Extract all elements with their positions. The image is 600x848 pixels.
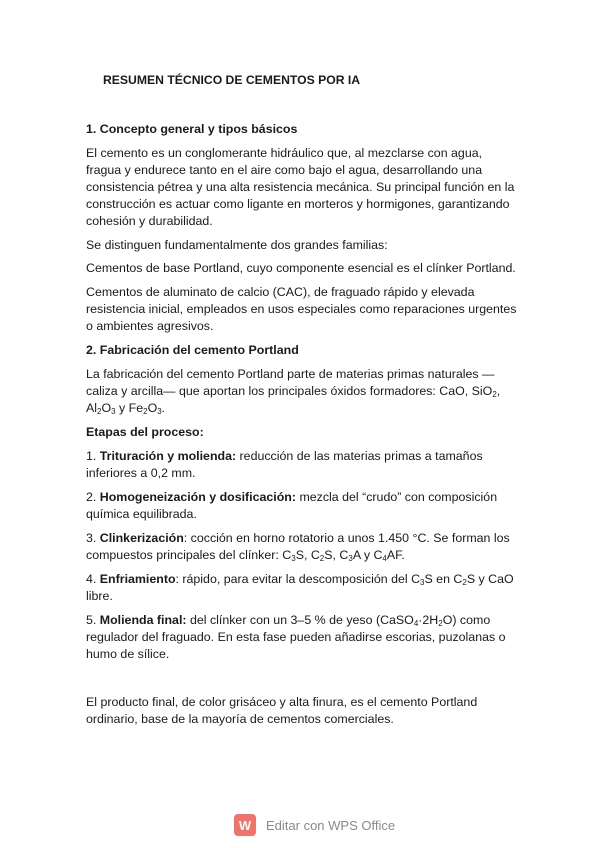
paragraph (86, 284, 518, 335)
text-run: , Al (86, 384, 501, 415)
paragraph (86, 448, 518, 482)
text-run: 3. (86, 531, 100, 545)
text-run: AF. (386, 548, 405, 562)
subscript: 2 (143, 407, 148, 416)
subscript: 3 (420, 578, 425, 587)
text-run: El cemento es un conglomerante hidráulico que, al mezclarse con agua, fragua y endurece tanto en el aire como bajo el agua, desarrollando una consistencia pétrea y una alta resistencia mecánica. Su principal función en la construcción es actuar como ligante en morteros y hormigones, garantizando cohesión y durabilidad. (86, 146, 515, 228)
subscript: 2 (319, 554, 325, 563)
text-run: y Fe (115, 401, 144, 415)
text-run: O (101, 401, 112, 415)
subscript: 4 (413, 619, 419, 628)
paragraph (86, 530, 518, 564)
text-run: 5. (86, 613, 100, 627)
document-title: RESUMEN TÉCNICO DE CEMENTOS POR IA (103, 73, 361, 87)
bold-text: Enfriamiento (99, 572, 176, 586)
text-run: : rápido, para evitar la descomposición del C (175, 572, 421, 586)
text-run: O) como regulador del fraguado. En esta fase pueden añadirse escorias, puzolanas o humo de sílice. (86, 613, 506, 661)
text-run: La fabricación del cemento Portland parte de materias primas naturales —caliza y arcilla— que aportan los principales óxidos formadores: CaO, SiO (86, 367, 495, 398)
subscript: 2 (462, 578, 467, 587)
text-run: S, C (324, 548, 349, 562)
text-run: S y CaO libre. (86, 572, 514, 603)
subscript: 3 (348, 554, 353, 563)
paragraph (86, 612, 518, 663)
subscript: 4 (382, 554, 387, 563)
text-run: reducción de las materias primas a tamaños inferiores a 0,2 mm. (86, 449, 483, 480)
paragraph (86, 571, 518, 605)
subscript: 2 (492, 390, 497, 399)
text-run: 1. (86, 449, 100, 463)
text-run: del clínker con un 3–5 % de yeso (CaSO (186, 613, 414, 627)
bold-text: Clinkerización (99, 531, 184, 545)
bold-text: 1. Concepto general y tipos básicos (86, 122, 298, 136)
paragraph (86, 237, 518, 254)
text-run: El producto final, de color grisáceo y alta finura, es el cemento Portland ordinario, base de la mayoría de cementos comerciales. (86, 695, 478, 726)
paragraph (86, 145, 518, 230)
text-run: O (147, 401, 158, 415)
bold-text: Trituración y molienda: (99, 449, 237, 463)
subscript: 3 (157, 407, 162, 416)
subscript: 3 (111, 407, 116, 416)
text-run: mezcla del “crudo” con composición química equilibrada. (86, 490, 498, 521)
subscript: 2 (438, 619, 443, 628)
section-heading (86, 121, 518, 138)
bold-text: Etapas del proceso: (86, 425, 204, 439)
subscript: 3 (291, 554, 296, 563)
text-run: A y C (352, 548, 383, 562)
edit-with-wps-label[interactable]: Editar con WPS Office (266, 817, 396, 833)
text-run: Se distinguen fundamentalmente dos grandes familias: (86, 238, 388, 252)
bold-text: 2. Fabricación del cemento Portland (86, 343, 299, 357)
bold-text: Molienda final: (99, 613, 187, 627)
text-run: S, C (295, 548, 320, 562)
text-run: S en C (424, 572, 463, 586)
text-run: Cementos de aluminato de calcio (CAC), de fraguado rápido y elevada resistencia inicial, empleados en usos especiales como reparaciones urgentes o ambientes agresivos. (86, 285, 517, 333)
paragraph (86, 694, 518, 728)
text-run: 4. (86, 572, 100, 586)
wps-office-logo-icon: W (234, 814, 256, 836)
text-run: 2. (86, 490, 100, 504)
subscript: 2 (97, 407, 102, 416)
paragraph (86, 366, 518, 417)
section-heading (86, 342, 518, 359)
paragraph (86, 489, 518, 523)
text-run: Cementos de base Portland, cuyo componente esencial es el clínker Portland. (86, 261, 516, 275)
text-run: ·2H (418, 613, 439, 627)
wps-edit-banner[interactable] (234, 814, 395, 836)
text-run: . (161, 401, 166, 415)
bold-text: Homogeneización y dosificación: (99, 490, 296, 504)
section-heading (86, 424, 518, 441)
text-run: : cocción en horno rotatorio a unos 1.450 °C. Se forman los compuestos principales del clínker: C (86, 531, 510, 562)
paragraph (86, 260, 518, 277)
